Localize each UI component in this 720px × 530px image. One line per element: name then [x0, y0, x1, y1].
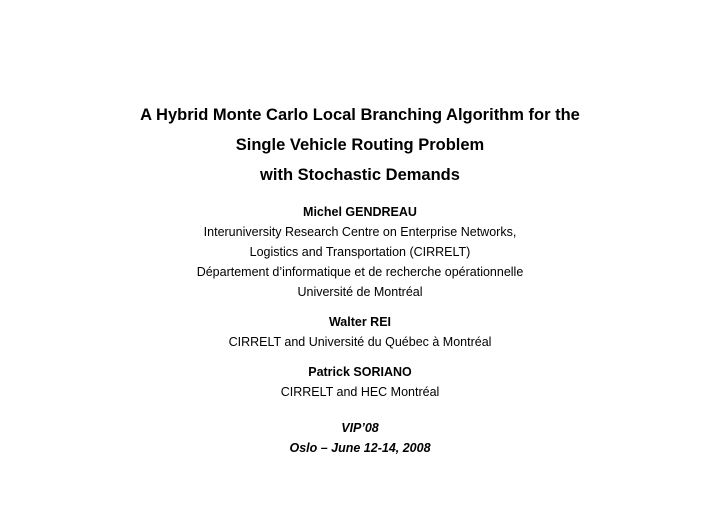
- affiliation-line: CIRRELT and Université du Québec à Montréal: [228, 335, 492, 349]
- author-gendreau: [0, 202, 720, 302]
- event-info: [0, 418, 720, 458]
- title-line-1: A Hybrid Monte Carlo Local Branching Algorithm for the: [140, 106, 580, 124]
- affiliation-line: Département d’informatique et de recherche opérationnelle: [196, 265, 524, 279]
- event-place-date: Oslo – June 12-14, 2008: [289, 441, 431, 455]
- paper-title: [0, 100, 720, 190]
- author-rei: [0, 312, 720, 352]
- author-name: Walter REI: [328, 315, 392, 329]
- author-name: Michel GENDREAU: [303, 205, 417, 219]
- author-soriano: [0, 362, 720, 402]
- affiliation-line: Logistics and Transportation (CIRRELT): [249, 245, 471, 259]
- event-name: VIP’08: [341, 421, 379, 435]
- affiliation-line: Interuniversity Research Centre on Enterprise Networks,: [203, 225, 517, 239]
- affiliation-line: CIRRELT and HEC Montréal: [280, 385, 440, 399]
- author-name: Patrick SORIANO: [308, 365, 412, 379]
- affiliation-line: Université de Montréal: [297, 285, 423, 299]
- title-line-3: with Stochastic Demands: [260, 166, 460, 184]
- title-line-2: Single Vehicle Routing Problem: [235, 136, 485, 154]
- author-list: [0, 202, 720, 412]
